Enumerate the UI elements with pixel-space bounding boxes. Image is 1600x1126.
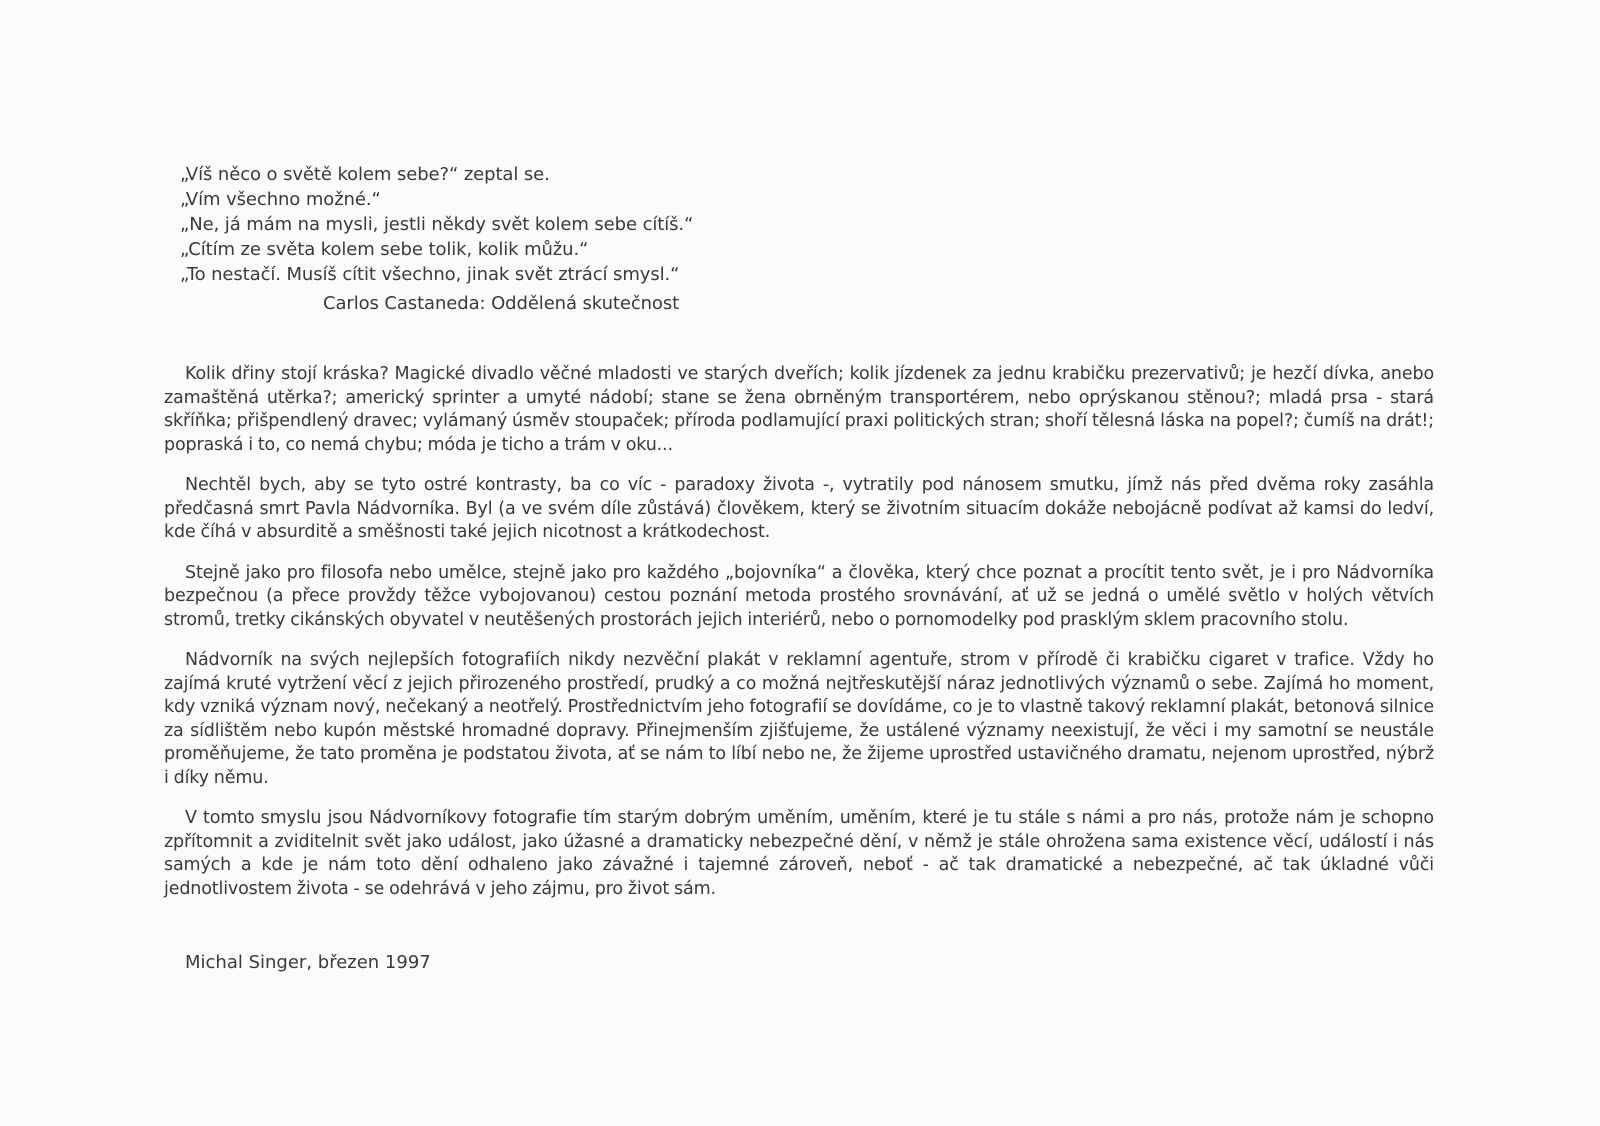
paragraph: V tomto smyslu jsou Nádvorníkovy fotografie tím starým dobrým uměním, uměním, které je tu stále s námi a pro nás, protože nám je schopno zpřítomnit a zviditelnit svět jako událost, jako úžasné a dramaticky nebezpečné dění, v němž je stále ohrožena sama existence věcí, událostí i nás samých a kde je nám toto dění odhaleno jako závažné i tajemné zároveň, neboť - ač tak dramatické a nebezpečné, ač tak úkladné vůči jednotlivostem života - se odehrává v jeho zájmu, pro život sám. [164,808,1434,899]
epigraph-line: „Cítím ze světa kolem sebe tolik, kolik můžu.“ [180,239,589,260]
paragraph: Stejně jako pro filosofa nebo umělce, stejně jako pro každého „bojovníka“ a člověka, který chce poznat a procítit tento svět, je i pro Nádvorníka bezpečnou (a přece provždy těžce vybojovanou) cestou poznání metoda prostého srovnávání, ať už se jedná o umělé světlo v holých větvích stromů, tretky cikánských obyvatel v neutěšených prostorách jejich interiérů, nebo o pornomodelky pod prasklým sklem pracovního stolu. [164,562,1434,630]
essay-body [164,363,1434,918]
paragraph: Kolik dřiny stojí kráska? Magické divadlo věčné mladosti ve starých dveřích; kolik jízdenek za jednu krabičku prezervativů; je hezčí dívka, anebo zamaštěná utěrka?; americký sprinter a umyté nádobí; stane se žena obrněným transportérem, nebo oprýskanou stěnou?; mladá prsa - stará skříňka; přišpendlený dravec; vylámaný úsměv stoupaček; příroda podlamující praxi politických stran; shoří tělesná láska na popel?; čumíš na drát!; popraská i to, co nemá chybu; móda je ticho a trám v oku... [164,364,1434,455]
epigraph-attribution: Carlos Castaneda: Oddělená skutečnost [323,293,680,314]
epigraph-line: „To nestačí. Musíš cítit všechno, jinak svět ztrácí smysl.“ [180,264,680,285]
epigraph-line: „Vím všechno možné.“ [180,189,381,210]
signature: Michal Singer, březen 1997 [185,952,431,973]
paragraph: Nádvorník na svých nejlepších fotografiích nikdy nezvěční plakát v reklamní agentuře, strom v přírodě či krabičku cigaret v trafice. Vždy ho zajímá kruté vytržení věcí z jejich přirozeného prostředí, prudký a co možná nejtřeskutější náraz jednotlivých významů o sebe. Zajímá ho moment, kdy vzniká význam nový, nečekaný a neotřelý. Prostřednictvím jeho fotografií se dovídáme, co je to vlastně takový reklamní plakát, betonová silnice za sídlištěm nebo kupón městské hromadné dopravy. Přinejmenším zjišťujeme, že ustálené významy neexistují, že věci i my samotní se neustále proměňujeme, že tato proměna je podstatou života, ať se nám to líbí nebo ne, že žijeme uprostřed ustavičného dramatu, nejenom uprostřed, nýbrž i díky němu. [164,650,1434,788]
paragraph: Nechtěl bych, aby se tyto ostré kontrasty, ba co víc - paradoxy života -, vytratily pod nánosem smutku, jímž nás před dvěma roky zasáhla předčasná smrt Pavla Nádvorníka. Byl (a ve svém díle zůstává) člověkem, který se životním situacím dokáže nebojácně podívat až kamsi do ledví, kde číhá v absurditě a směšnosti také jejich nicotnost a krátkodechost. [164,475,1434,542]
epigraph-line: „Víš něco o světě kolem sebe?“ zeptal se. [180,164,550,185]
epigraph [180,162,800,316]
epigraph-line: „Ne, já mám na mysli, jestli někdy svět kolem sebe cítíš.“ [180,214,694,235]
